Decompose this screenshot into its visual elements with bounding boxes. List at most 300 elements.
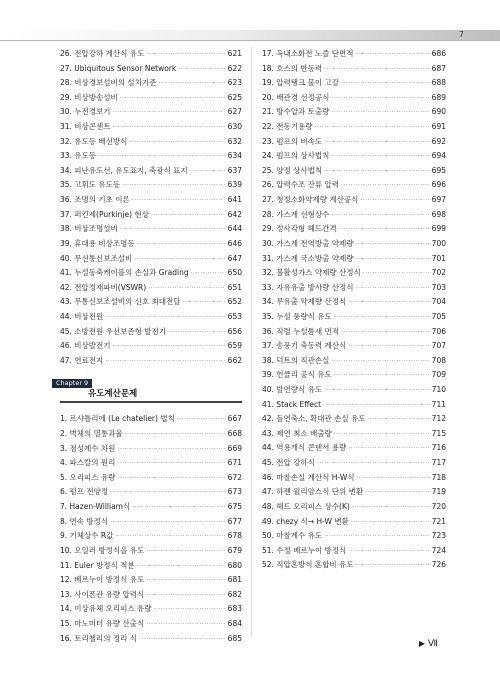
toc-entry-title: 36. 조명의 기초 이론: [60, 195, 130, 205]
toc-entry-title: 24. 펌프의 상사법칙: [262, 151, 330, 161]
toc-entry-page: 699: [431, 224, 446, 234]
toc-entry[interactable]: [60, 193, 242, 208]
toc-entry-page: 718: [431, 472, 446, 482]
dot-leader: [148, 282, 226, 297]
dot-leader: [98, 150, 226, 165]
toc-entry-title: 25. 양정 상사법칙: [262, 165, 323, 175]
toc-entry-page: 707: [431, 341, 446, 351]
toc-entry[interactable]: [60, 281, 242, 296]
toc-entry-title: 28. 가스계 선형상수: [262, 209, 330, 219]
toc-entry-title: 52. 직압혼방식 혼합비 유도: [262, 560, 354, 570]
toc-entry-page: 623: [227, 78, 242, 88]
toc-entry[interactable]: [60, 91, 242, 106]
toc-entry[interactable]: [262, 222, 446, 237]
dot-leader: [315, 121, 430, 136]
toc-entry-title: 18. 호스의 반동력: [262, 63, 323, 73]
toc-entry-page: 672: [227, 472, 242, 482]
toc-entry-page: 704: [431, 297, 446, 307]
toc-entry-title: 43. 무통신보조설비의 신호 최대전달: [60, 297, 181, 307]
dot-leader: [334, 369, 430, 384]
toc-entry-title: 47. 연료전지: [60, 355, 104, 365]
toc-entry-title: 40. 발연량식 유도: [262, 385, 323, 395]
dot-leader: [348, 340, 429, 355]
toc-entry[interactable]: [60, 339, 242, 354]
toc-entry-page: 630: [227, 122, 242, 132]
toc-entry[interactable]: [60, 47, 242, 62]
dot-leader: [341, 77, 430, 92]
dot-leader: [146, 618, 225, 633]
toc-entry-title: 46. 비상발전기: [60, 341, 111, 351]
page-number: 7: [458, 30, 464, 39]
dot-leader: [168, 326, 226, 341]
toc-entry-page: 706: [431, 326, 446, 336]
toc-entry-page: 673: [227, 487, 242, 497]
toc-entry[interactable]: [60, 559, 242, 574]
toc-entry[interactable]: [60, 500, 242, 515]
toc-entry-title: 49. chezy 식→ H-W 변환: [262, 516, 349, 526]
dot-leader: [146, 545, 225, 560]
dot-leader: [146, 48, 225, 63]
toc-entry-page: 691: [431, 122, 446, 132]
toc-entry-title: 44. 비상전원: [60, 311, 104, 321]
toc-entry-page: 690: [431, 107, 446, 117]
dot-leader: [324, 136, 430, 151]
toc-entry-title: 7. Hazen-William식: [60, 502, 131, 512]
dot-leader: [317, 457, 430, 472]
dot-leader: [334, 428, 430, 443]
toc-entry[interactable]: [262, 91, 446, 106]
toc-entry[interactable]: [60, 485, 242, 500]
toc-entry[interactable]: [60, 62, 242, 77]
toc-entry[interactable]: [262, 529, 446, 544]
toc-entry[interactable]: [262, 47, 446, 62]
toc-entry-page: 651: [227, 282, 242, 292]
toc-entry-page: 632: [227, 136, 242, 146]
column-divider: [251, 47, 252, 637]
toc-entry-page: 644: [227, 224, 242, 234]
toc-entry-title: 35. 누설 풍량식 유도: [262, 311, 332, 321]
toc-entry-title: 46. 마찰손실 계산식 H-W식: [262, 472, 355, 482]
toc-entry-page: 721: [431, 516, 446, 526]
dot-leader: [348, 545, 429, 560]
dot-leader: [132, 194, 226, 209]
toc-entry-page: 726: [431, 560, 446, 570]
toc-entry[interactable]: [60, 120, 242, 135]
toc-entry[interactable]: [60, 588, 242, 603]
toc-entry[interactable]: [262, 485, 446, 500]
toc-entry-page: 708: [431, 355, 446, 365]
toc-entry[interactable]: [60, 456, 242, 471]
toc-entry[interactable]: [262, 252, 446, 267]
toc-entry-page: 711: [431, 399, 446, 409]
dot-leader: [105, 311, 225, 326]
toc-entry[interactable]: [60, 573, 242, 588]
toc-entry[interactable]: [60, 354, 242, 369]
dot-leader: [113, 340, 226, 355]
toc-entry-title: 34. 피난유도선, 유도표지, 축광식 표지: [60, 165, 188, 175]
toc-entry-title: 31. 비상콘센트: [60, 122, 111, 132]
toc-entry[interactable]: [60, 325, 242, 340]
toc-entry-title: 11. Euler 방정식 적분: [60, 560, 135, 570]
toc-entry[interactable]: [60, 164, 242, 179]
toc-entry[interactable]: [262, 354, 446, 369]
toc-entry[interactable]: [60, 617, 242, 632]
toc-entry[interactable]: [262, 500, 446, 515]
toc-entry-page: 621: [227, 49, 242, 58]
toc-entry[interactable]: [262, 558, 446, 573]
toc-entry-title: 47. 하젠 윌리암스식 단위 변환: [262, 487, 364, 497]
toc-entry[interactable]: [262, 62, 446, 77]
toc-entry-title: 9. 기체상수 R값: [60, 531, 114, 541]
toc-entry-page: 662: [227, 355, 242, 365]
toc-entry[interactable]: [262, 441, 446, 456]
header-bar: [0, 30, 500, 40]
toc-entry-page: 712: [431, 414, 446, 424]
dot-leader: [134, 253, 225, 268]
toc-entry-page: 689: [431, 92, 446, 102]
dot-leader: [110, 486, 226, 501]
toc-entry-page: 656: [227, 326, 242, 336]
toc-entry-page: 669: [227, 443, 242, 453]
toc-entry-page: 723: [431, 531, 446, 541]
toc-entry[interactable]: [60, 544, 242, 559]
toc-right-column: [262, 47, 446, 573]
toc-entry-title: 22. 전동기용량: [262, 122, 313, 132]
toc-entry-page: 653: [227, 311, 242, 321]
toc-entry-title: 16. 토리첼리의 정리 식: [60, 633, 138, 643]
toc-entry[interactable]: [262, 164, 446, 179]
dot-leader: [117, 457, 225, 472]
toc-entry-title: 50. 마찰계수 유도: [262, 531, 323, 541]
toc-entry-title: 1. 르샤틀리에 (Le chatelier) 법칙: [60, 414, 175, 424]
dot-leader: [363, 267, 430, 282]
toc-entry[interactable]: [60, 310, 242, 325]
toc-entry-page: 702: [431, 268, 446, 278]
toc-entry-title: 23. 펌프의 비속도: [262, 136, 323, 146]
page-footer: [419, 638, 438, 650]
toc-entry-page: 641: [227, 195, 242, 205]
dot-leader: [154, 603, 226, 618]
dot-leader: [191, 267, 226, 282]
toc-entry-title: 29. 정사각형 헤드간격: [262, 224, 337, 234]
toc-entry-page: 720: [431, 501, 446, 511]
toc-entry[interactable]: [262, 325, 446, 340]
toc-entry[interactable]: [60, 295, 242, 310]
toc-entry[interactable]: [262, 427, 446, 442]
toc-entry-title: 42. 돌연축소, 확대관 손실 유도: [262, 414, 366, 424]
toc-entry-title: 32. 유도등 배선방식: [60, 136, 128, 146]
dot-leader: [177, 413, 226, 428]
dot-leader: [137, 238, 226, 253]
dot-leader: [368, 413, 430, 428]
dot-leader: [110, 516, 226, 531]
toc-entry[interactable]: [60, 178, 242, 193]
toc-entry[interactable]: [262, 339, 446, 354]
dot-leader: [356, 282, 430, 297]
toc-entry-title: 13. 사이폰관 유량 압력식: [60, 589, 145, 599]
toc-entry[interactable]: [262, 149, 446, 164]
toc-entry-page: 677: [227, 516, 242, 526]
toc-entry-page: 679: [227, 545, 242, 555]
toc-entry-page: 667: [227, 414, 242, 424]
toc-entry-title: 31. 가스계 국소방출 약제량: [262, 253, 354, 263]
toc-entry-page: 637: [227, 165, 242, 175]
toc-entry-title: 17. 옥내소화전 노즐 단면적: [262, 49, 354, 58]
toc-entry-page: 709: [431, 370, 446, 380]
toc-entry-page: 627: [227, 107, 242, 117]
arrow-icon: ▶: [418, 639, 426, 648]
toc-entry[interactable]: [262, 266, 446, 281]
dot-leader: [125, 428, 226, 443]
dot-leader: [158, 77, 225, 92]
toc-entry-page: 717: [431, 458, 446, 468]
toc-entry-page: 681: [227, 575, 242, 585]
toc-entry-page: 719: [431, 487, 446, 497]
toc-entry[interactable]: [60, 266, 242, 281]
toc-entry[interactable]: [262, 398, 446, 413]
toc-entry-page: 652: [227, 297, 242, 307]
toc-entry-title: 37. 퍼킨제(Purkinje) 현상: [60, 209, 149, 219]
toc-entry[interactable]: [60, 515, 242, 530]
chapter-heading: [56, 379, 242, 405]
dot-leader: [356, 559, 430, 574]
toc-entry-title: 28. 비상경보설비의 설치기준: [60, 78, 157, 88]
toc-entry-title: 34. 무유출 약제량 산정식: [262, 297, 347, 307]
toc-entry-title: 14. 이상유체 오리피스 유량: [60, 604, 152, 614]
toc-entry-title: 48. 헤드 오리피스 상수(K): [262, 501, 350, 511]
toc-entry[interactable]: [60, 252, 242, 267]
toc-entry[interactable]: [262, 178, 446, 193]
toc-entry[interactable]: [262, 237, 446, 252]
toc-entry-page: 625: [227, 92, 242, 102]
toc-entry-title: 20. 배관경 선정공식: [262, 92, 330, 102]
dot-leader: [183, 296, 226, 311]
dot-leader: [341, 179, 430, 194]
dot-leader: [117, 472, 225, 487]
toc-entry-title: 43. 제연 최소 배출량: [262, 428, 332, 438]
dot-leader: [151, 209, 226, 224]
toc-entry-title: 42. 전압정재파비(VSWR): [60, 282, 147, 292]
toc-entry-page: 683: [227, 604, 242, 614]
dot-leader: [356, 253, 430, 268]
dot-leader: [117, 443, 225, 458]
toc-entry[interactable]: [60, 208, 242, 223]
toc-entry-title: 32. 불활성가스 약제량 산정식: [262, 268, 361, 278]
chapter-title: 유도계산문제: [88, 389, 138, 400]
toc-entry-title: 40. 무선통신보조설비: [60, 253, 133, 263]
toc-entry[interactable]: [60, 222, 242, 237]
toc-entry[interactable]: [262, 120, 446, 135]
toc-entry-page: 659: [227, 341, 242, 351]
dot-leader: [139, 633, 226, 648]
toc-entry-page: 642: [227, 209, 242, 219]
dot-leader: [324, 165, 430, 180]
toc-entry-title: 8. 연속 방정식: [60, 516, 109, 526]
toc-entry-title: 10. 오일러 방정식을 유도: [60, 545, 145, 555]
dot-leader: [324, 63, 430, 78]
toc-entry[interactable]: [262, 515, 446, 530]
toc-entry-page: 705: [431, 311, 446, 321]
toc-entry-title: 15. 마노미터 유량 산출식: [60, 618, 145, 628]
toc-entry-page: 671: [227, 458, 242, 468]
toc-entry-title: 44. 역용개식 콘덴서 용량: [262, 443, 347, 453]
toc-entry-title: 26. 압력수조 잔류 압력: [262, 180, 340, 190]
toc-entry[interactable]: [262, 193, 446, 208]
dot-leader: [351, 516, 430, 531]
toc-entry-title: 45. 전압 강하식: [262, 458, 315, 468]
toc-list-chapter-8: [60, 47, 242, 368]
toc-entry[interactable]: [262, 281, 446, 296]
toc-entry-title: 38. 덕트의 직관손실: [262, 355, 330, 365]
toc-entry[interactable]: [262, 76, 446, 91]
toc-entry-page: 685: [227, 633, 242, 643]
toc-entry-title: 3. 점성계수 차원: [60, 443, 116, 453]
toc-entry[interactable]: [60, 412, 242, 427]
dot-leader: [120, 223, 226, 238]
toc-entry-title: 21. 방수압과 토출량: [262, 107, 330, 117]
toc-entry[interactable]: [262, 471, 446, 486]
dot-leader: [324, 530, 430, 545]
toc-entry-page: 684: [227, 618, 242, 628]
toc-entry-title: 30. 가스계 전역방출 약제량: [262, 238, 354, 248]
dot-leader: [331, 150, 429, 165]
toc-entry[interactable]: [60, 427, 242, 442]
dot-leader: [122, 179, 226, 194]
dot-leader: [113, 121, 226, 136]
dot-leader: [115, 530, 225, 545]
toc-entry-title: 2. 벽체의 열통과율: [60, 429, 123, 439]
toc-list-chapter-9-continued: [262, 47, 446, 573]
toc-entry-title: 19. 압력탱크 물이 고갈: [262, 78, 340, 88]
toc-entry[interactable]: [262, 310, 446, 325]
dot-leader: [178, 63, 225, 78]
toc-entry-page: 622: [227, 63, 242, 73]
chapter-rule: [60, 401, 242, 403]
dot-leader: [365, 486, 430, 501]
toc-entry-title: 41. Stack Effect: [262, 399, 322, 409]
dot-leader: [341, 326, 430, 341]
toc-entry-page: 703: [431, 282, 446, 292]
toc-entry[interactable]: [60, 471, 242, 486]
toc-entry[interactable]: [60, 149, 242, 164]
dot-leader: [357, 472, 430, 487]
toc-entry-page: 710: [431, 385, 446, 395]
toc-entry[interactable]: [60, 105, 242, 120]
toc-entry-page: 687: [431, 63, 446, 73]
dot-leader: [129, 136, 225, 151]
dot-leader: [331, 106, 429, 121]
dot-leader: [339, 223, 430, 238]
toc-entry[interactable]: [262, 295, 446, 310]
dot-leader: [190, 165, 226, 180]
dot-leader: [146, 574, 225, 589]
dot-leader: [356, 48, 430, 63]
toc-entry-page: 697: [431, 195, 446, 205]
dot-leader: [348, 442, 429, 457]
toc-entry[interactable]: [60, 442, 242, 457]
dot-leader: [356, 238, 430, 253]
toc-entry[interactable]: [262, 412, 446, 427]
toc-entry-page: 688: [431, 78, 446, 88]
toc-entry[interactable]: [262, 383, 446, 398]
toc-entry-page: 639: [227, 180, 242, 190]
toc-entry[interactable]: [262, 105, 446, 120]
toc-entry-title: 5. 오리피스 유량: [60, 472, 116, 482]
toc-entry[interactable]: [60, 529, 242, 544]
toc-entry-title: 29. 비상방송설비: [60, 92, 118, 102]
dot-leader: [360, 194, 429, 209]
dot-leader: [137, 560, 226, 575]
dot-leader: [331, 209, 429, 224]
toc-entry-page: 701: [431, 253, 446, 263]
toc-entry-title: 6. 펌프 전양정: [60, 487, 109, 497]
toc-entry-page: 692: [431, 136, 446, 146]
toc-entry-title: 4. 파스칼의 원리: [60, 458, 116, 468]
toc-entry[interactable]: [60, 76, 242, 91]
toc-entry[interactable]: [60, 135, 242, 150]
toc-entry-page: 686: [431, 49, 446, 58]
dot-leader: [120, 92, 226, 107]
dot-leader: [324, 384, 430, 399]
toc-entry-page: 698: [431, 209, 446, 219]
dot-leader: [331, 92, 429, 107]
dot-leader: [323, 399, 430, 414]
roman-page-number: Ⅶ: [427, 639, 438, 649]
toc-entry-page: 724: [431, 545, 446, 555]
toc-entry-page: 716: [431, 443, 446, 453]
toc-entry-page: 650: [227, 268, 242, 278]
toc-entry-title: 51. 수정 베르누이 방정식: [262, 545, 347, 555]
toc-entry-title: 39. 헌클리 공식 유도: [262, 370, 332, 380]
toc-entry-page: 675: [227, 502, 242, 512]
toc-entry-page: 646: [227, 238, 242, 248]
dot-leader: [334, 311, 430, 326]
toc-entry-page: 715: [431, 428, 446, 438]
toc-entry[interactable]: [262, 544, 446, 559]
toc-entry[interactable]: [262, 368, 446, 383]
toc-entry-title: 36. 직렬 누설틈새 면적: [262, 326, 340, 336]
toc-entry[interactable]: [262, 456, 446, 471]
toc-entry-title: 39. 휴대용 비상조명등: [60, 238, 135, 248]
toc-entry-title: 41. 누설동축케이블의 손실과 Grading: [60, 268, 189, 278]
toc-entry-title: 26. 전압강하 계산식 유도: [60, 49, 145, 58]
dot-leader: [132, 501, 225, 516]
dot-leader: [331, 355, 429, 370]
toc-entry-title: 38. 비상조명설비: [60, 224, 118, 234]
toc-entry-title: 33. 유도등: [60, 151, 97, 161]
toc-entry-page: 694: [431, 151, 446, 161]
toc-left-column: [56, 47, 242, 646]
toc-entry-page: 678: [227, 531, 242, 541]
toc-entry-page: 700: [431, 238, 446, 248]
toc-entry[interactable]: [60, 237, 242, 252]
toc-entry-page: 634: [227, 151, 242, 161]
toc-entry[interactable]: [60, 632, 242, 647]
toc-entry-title: 35. 고휘도 유도등: [60, 180, 121, 190]
toc-entry-page: 695: [431, 165, 446, 175]
toc-entry[interactable]: [262, 208, 446, 223]
toc-entry-title: 37. 송풍기 축동력 계산식: [262, 341, 347, 351]
dot-leader: [105, 355, 225, 370]
toc-entry-title: 30. 누전경보기: [60, 107, 111, 117]
toc-entry-title: 27. 청정소화약제량 계산공식: [262, 195, 359, 205]
toc-entry-page: 680: [227, 560, 242, 570]
toc-entry-title: 33. 자유유출 방사량 산정식: [262, 282, 354, 292]
toc-entry[interactable]: [60, 602, 242, 617]
chapter-tag: Chapter 9: [52, 379, 92, 388]
toc-entry[interactable]: [262, 135, 446, 150]
toc-entry-title: 27. Ubiquitous Sensor Network: [60, 63, 177, 73]
